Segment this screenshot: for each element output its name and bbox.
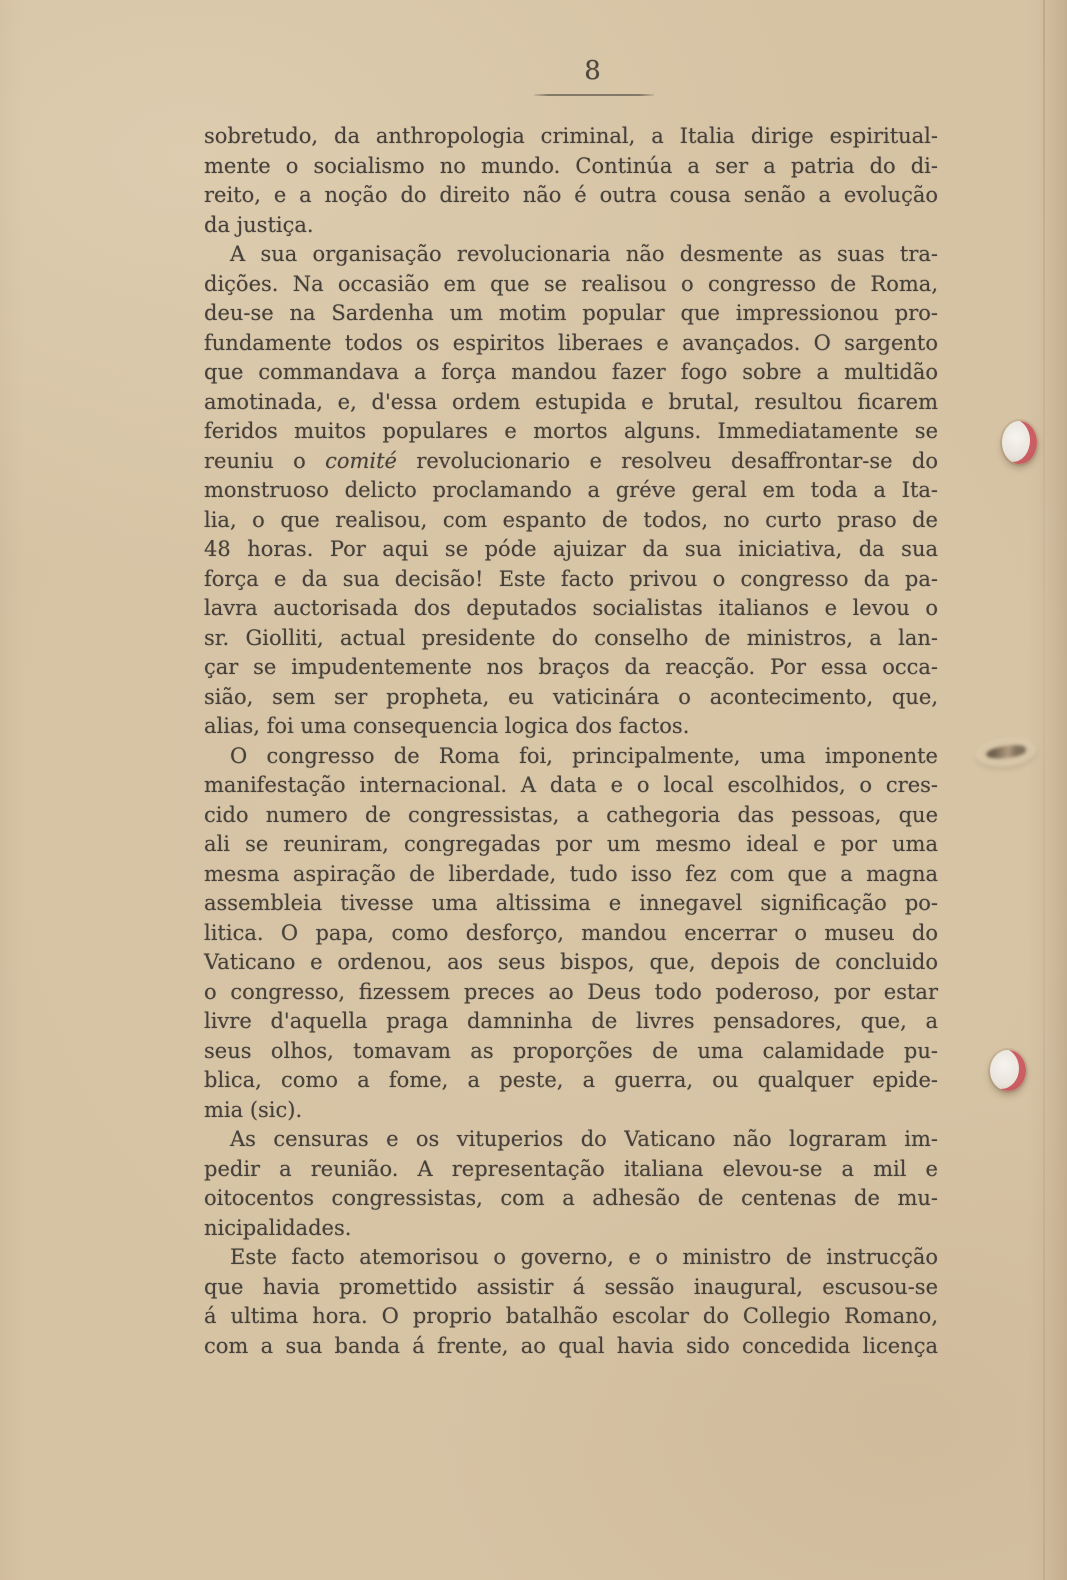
- text-line: pedir a reunião. A representação italiana elevou-se a mil e: [204, 1156, 938, 1181]
- text-line: seus olhos, tomavam as proporções de uma calamidade pu-: [204, 1038, 938, 1063]
- text-line: que commandava a força mandou fazer fogo sobre a multidão: [204, 360, 938, 384]
- text-line: litica. O papa, como desforço, mandou encerrar o museu do: [204, 920, 938, 945]
- punch-hole-top: [1002, 421, 1037, 464]
- text-line: O congresso de Roma foi, principalmente, uma imponente: [230, 743, 938, 768]
- punch-hole-bottom: [990, 1050, 1026, 1091]
- page-number: 8: [584, 56, 602, 86]
- text-line: monstruoso delicto proclamando a gréve geral em toda a Ita-: [204, 478, 938, 502]
- text-line: feridos muitos populares e mortos alguns. Immediatamente se: [204, 419, 938, 443]
- text-line: reuniu o comité revolucionario e resolveu desaffrontar-se do: [204, 448, 938, 473]
- page-edge-line: [1043, 0, 1045, 1580]
- text-line: lavra auctorisada dos deputados socialistas italianos e levou o: [204, 596, 938, 620]
- text-line: mesma aspiração de liberdade, tudo isso fez com que a magna: [204, 861, 938, 886]
- text-line: livre d'aquella praga damninha de livres pensadores, que, a: [204, 1009, 938, 1033]
- text-line: ali se reuniram, congregadas por um mesmo ideal e por uma: [204, 832, 938, 856]
- text-line: sobretudo, da anthropologia criminal, a Italia dirige espiritual-: [204, 124, 938, 148]
- text-line: amotinada, e, d'essa ordem estupida e brutal, resultou ficarem: [204, 389, 938, 414]
- text-line: mia (sic).: [204, 1097, 303, 1122]
- text-line: reito, e a noção do direito não é outra cousa senão a evolução: [204, 183, 938, 207]
- text-line: çar se impudentemente nos braços da reacção. Por essa occa-: [204, 655, 938, 679]
- text-line: á ultima hora. O proprio batalhão escolar do Collegio Romano,: [204, 1304, 938, 1328]
- text-line: As censuras e os vituperios do Vaticano não lograram im-: [230, 1127, 938, 1151]
- body-text: [204, 122, 938, 1361]
- text-line: sião, sem ser propheta, eu vaticinára o acontecimento, que,: [204, 684, 938, 709]
- text-line: dições. Na occasião em que se realisou o congresso de Roma,: [204, 271, 938, 296]
- text-line: 48 horas. Por aqui se póde ajuizar da sua iniciativa, da sua: [204, 537, 938, 561]
- text-line: que havia promettido assistir á sessão inaugural, escusou-se: [204, 1274, 938, 1299]
- text-line: o congresso, fizessem preces ao Deus todo poderoso, por estar: [204, 979, 938, 1004]
- text-line: assembleia tivesse uma altissima e innegavel significação po-: [204, 891, 938, 915]
- text-line: lia, o que realisou, com espanto de todos, no curto praso de: [204, 507, 938, 532]
- ink-smudge: [985, 744, 1026, 760]
- text-line: nicipalidades.: [204, 1215, 352, 1240]
- text-line: sr. Giolliti, actual presidente do conselho de ministros, a lan-: [204, 625, 938, 650]
- page-number-rule: [534, 94, 654, 96]
- text-line: deu-se na Sardenha um motim popular que impressionou pro-: [204, 301, 938, 325]
- text-line: da justiça.: [204, 212, 314, 237]
- text-line: blica, como a fome, a peste, a guerra, ou qualquer epide-: [204, 1068, 938, 1092]
- text-line: Este facto atemorisou o governo, e o ministro de instrucção: [230, 1245, 938, 1269]
- text-line: fundamente todos os espiritos liberaes e avançados. O sargento: [204, 330, 938, 355]
- text-line: Vaticano e ordenou, aos seus bispos, que, depois de concluido: [204, 950, 938, 974]
- text-line: oitocentos congressistas, com a adhesão de centenas de mu-: [204, 1186, 938, 1210]
- text-line: com a sua banda á frente, ao qual havia sido concedida licença: [204, 1333, 938, 1358]
- text-line: manifestação internacional. A data e o local escolhidos, o cres-: [204, 773, 938, 797]
- text-line: alias, foi uma consequencia logica dos factos.: [204, 714, 690, 738]
- text-line: força e da sua decisão! Este facto privou o congresso da pa-: [204, 566, 938, 591]
- text-line: A sua organisação revolucionaria não desmente as suas tra-: [230, 242, 938, 266]
- text-line: cido numero de congressistas, a cathegoria das pessoas, que: [204, 802, 938, 827]
- text-line: mente o socialismo no mundo. Continúa a ser a patria do di-: [204, 153, 938, 178]
